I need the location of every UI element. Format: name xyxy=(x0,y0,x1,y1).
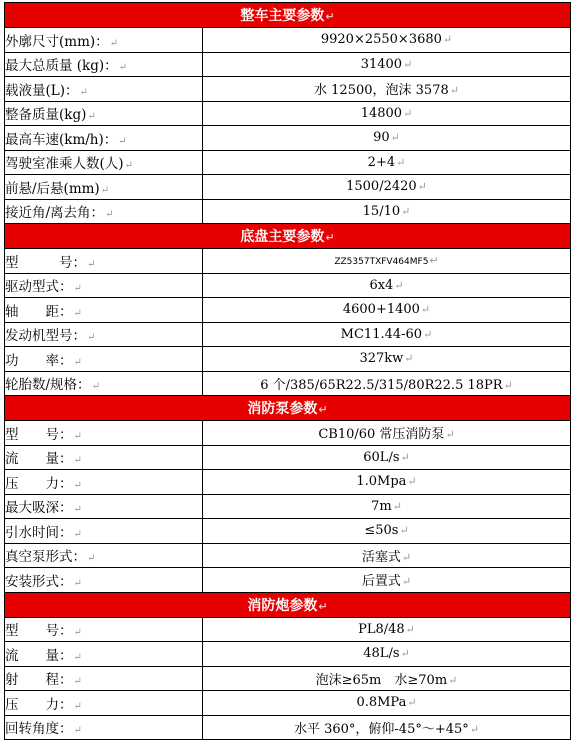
spec-label: 功 率： xyxy=(5,352,73,369)
paragraph-mark: ↵ xyxy=(87,111,96,123)
spec-label: 发动机型号： xyxy=(5,328,86,345)
paragraph-mark: ↵ xyxy=(105,209,114,221)
spec-label-cell xyxy=(5,666,203,691)
section-title xyxy=(5,224,571,249)
spec-value-cell xyxy=(203,519,571,544)
spec-value: 泡沫≥65m 水≥70m xyxy=(315,672,448,688)
spec-value: 后置式 xyxy=(361,574,401,590)
spec-row xyxy=(5,199,571,224)
paragraph-mark: ↵ xyxy=(400,647,410,661)
spec-row xyxy=(5,421,571,446)
spec-value-cell xyxy=(203,371,571,396)
paragraph-mark: ↵ xyxy=(396,155,406,169)
spec-label-cell xyxy=(5,642,203,667)
spec-label: 回转角度： xyxy=(5,721,73,738)
spec-row xyxy=(5,150,571,175)
spec-row xyxy=(5,322,571,347)
paragraph-mark: ↵ xyxy=(394,278,404,292)
spec-label: 流 量： xyxy=(5,647,73,664)
paragraph-mark: ↵ xyxy=(109,37,119,49)
spec-label: 型 号： xyxy=(5,426,73,443)
spec-label-cell xyxy=(5,347,203,372)
spec-value: 活塞式 xyxy=(361,549,401,565)
section-title xyxy=(5,3,571,28)
paragraph-mark: ↵ xyxy=(403,57,413,71)
spec-label: 驾驶室准乘人数(人) xyxy=(5,156,124,173)
spec-label: 整备质量(kg) xyxy=(5,107,87,124)
paragraph-mark: ↵ xyxy=(87,332,96,344)
spec-value: CB10/60 常压消防泵 xyxy=(318,427,445,443)
spec-label-cell xyxy=(5,28,203,53)
spec-label-cell xyxy=(5,322,203,347)
spec-value: 48L/s xyxy=(363,646,400,662)
spec-label: 前悬/后悬(mm) xyxy=(5,180,100,197)
spec-row xyxy=(5,568,571,593)
paragraph-mark: ↵ xyxy=(400,450,410,464)
spec-value-cell xyxy=(203,273,571,298)
paragraph-mark: ↵ xyxy=(73,307,82,319)
spec-label-cell xyxy=(5,150,203,175)
spec-value: 6 个/385/65R22.5/315/80R22.5 18PR xyxy=(260,377,503,393)
spec-row xyxy=(5,52,571,77)
paragraph-mark: ↵ xyxy=(73,651,82,663)
spec-label-cell xyxy=(5,101,203,126)
section-title-text: 消防泵参数 xyxy=(247,401,318,417)
spec-table-body xyxy=(5,3,571,740)
spec-label-cell xyxy=(5,470,203,495)
spec-label-cell xyxy=(5,199,203,224)
section-title xyxy=(5,396,571,421)
paragraph-mark: ↵ xyxy=(73,627,82,639)
spec-value-cell xyxy=(203,642,571,667)
spec-value-cell xyxy=(203,322,571,347)
paragraph-mark: ↵ xyxy=(73,676,82,688)
spec-label-cell xyxy=(5,519,203,544)
paragraph-mark: ↵ xyxy=(407,475,417,489)
spec-row xyxy=(5,666,571,691)
spec-row xyxy=(5,249,571,274)
spec-label-cell xyxy=(5,371,203,396)
spec-label: 最大吸深： xyxy=(5,500,73,517)
spec-label: 射 程： xyxy=(5,672,73,689)
spec-value-cell xyxy=(203,249,571,274)
spec-row xyxy=(5,273,571,298)
paragraph-mark: ↵ xyxy=(401,204,411,218)
spec-value-cell xyxy=(203,568,571,593)
spec-label: 驱动型式： xyxy=(5,279,73,296)
spec-row xyxy=(5,101,571,126)
paragraph-mark: ↵ xyxy=(73,283,82,295)
spec-row xyxy=(5,519,571,544)
spec-label: 最大总质量 (kg)： xyxy=(5,58,118,75)
spec-label: 流 量： xyxy=(5,451,73,468)
spec-label: 型 号： xyxy=(5,254,86,271)
paragraph-mark: ↵ xyxy=(417,180,427,194)
spec-label-cell xyxy=(5,175,203,200)
spec-label: 安装形式： xyxy=(5,573,73,590)
spec-label-cell xyxy=(5,298,203,323)
spec-label-cell xyxy=(5,77,203,102)
spec-label: 压 力： xyxy=(5,696,73,713)
spec-row xyxy=(5,543,571,568)
section-title xyxy=(5,592,571,617)
spec-value-cell xyxy=(203,715,571,740)
paragraph-mark: ↵ xyxy=(73,700,82,712)
paragraph-mark: ↵ xyxy=(442,33,453,47)
paragraph-mark: ↵ xyxy=(403,106,413,120)
spec-value-cell xyxy=(203,77,571,102)
paragraph-mark: ↵ xyxy=(118,62,128,74)
spec-value: 水 12500，泡沫 3578 xyxy=(314,83,449,99)
spec-row xyxy=(5,175,571,200)
spec-value-cell xyxy=(203,52,571,77)
spec-value-cell xyxy=(203,617,571,642)
spec-value-cell xyxy=(203,421,571,446)
spec-value-cell xyxy=(203,199,571,224)
spec-value: PL8/48 xyxy=(358,621,405,637)
paragraph-mark: ↵ xyxy=(118,135,127,147)
spec-row xyxy=(5,445,571,470)
spec-value: 6x4 xyxy=(369,277,394,293)
paragraph-mark: ↵ xyxy=(449,84,459,98)
paragraph-mark: ↵ xyxy=(124,160,133,172)
spec-label: 轮胎数/规格： xyxy=(5,377,91,394)
spec-row xyxy=(5,371,571,396)
spec-value-cell xyxy=(203,691,571,716)
spec-row xyxy=(5,298,571,323)
spec-label: 型 号： xyxy=(5,623,73,640)
paragraph-mark: ↵ xyxy=(318,403,328,416)
paragraph-mark: ↵ xyxy=(390,131,400,145)
paragraph-mark: ↵ xyxy=(503,378,513,392)
spec-label: 压 力： xyxy=(5,475,73,492)
paragraph-mark: ↵ xyxy=(448,673,458,687)
paragraph-mark: ↵ xyxy=(73,504,82,516)
spec-value: 0.8MPa xyxy=(356,695,407,711)
section-header-row xyxy=(5,3,571,28)
spec-label-cell xyxy=(5,715,203,740)
spec-value: 1500/2420 xyxy=(346,179,417,195)
spec-value-cell xyxy=(203,445,571,470)
paragraph-mark: ↵ xyxy=(73,577,82,589)
spec-label-cell xyxy=(5,421,203,446)
spec-value-cell xyxy=(203,298,571,323)
spec-value-cell xyxy=(203,101,571,126)
spec-label: 真空泵形式： xyxy=(5,549,86,566)
spec-value: 1.0Mpa xyxy=(356,474,407,490)
spec-row xyxy=(5,494,571,519)
spec-value: 2+4 xyxy=(367,154,396,170)
spec-label-cell xyxy=(5,126,203,151)
spec-row xyxy=(5,28,571,53)
paragraph-mark: ↵ xyxy=(100,184,110,196)
spec-label-cell xyxy=(5,494,203,519)
paragraph-mark: ↵ xyxy=(73,479,82,491)
spec-label: 轴 距： xyxy=(5,303,73,320)
paragraph-mark: ↵ xyxy=(469,722,480,736)
spec-value-cell xyxy=(203,150,571,175)
paragraph-mark: ↵ xyxy=(405,622,415,636)
paragraph-mark: ↵ xyxy=(73,455,82,467)
paragraph-mark: ↵ xyxy=(87,553,96,565)
spec-row xyxy=(5,617,571,642)
paragraph-mark: ↵ xyxy=(423,327,433,341)
section-header-row xyxy=(5,396,571,421)
paragraph-mark: ↵ xyxy=(420,303,431,317)
spec-value-cell xyxy=(203,494,571,519)
spec-label: 外廓尺寸(mm)： xyxy=(5,33,109,50)
paragraph-mark: ↵ xyxy=(73,356,82,368)
spec-label-cell xyxy=(5,52,203,77)
section-title-text: 底盘主要参数 xyxy=(240,229,325,245)
spec-value: ≤50s xyxy=(364,523,399,539)
spec-table xyxy=(4,2,571,740)
spec-label-cell xyxy=(5,543,203,568)
spec-row xyxy=(5,715,571,740)
spec-row xyxy=(5,77,571,102)
section-header-row xyxy=(5,592,571,617)
paragraph-mark: ↵ xyxy=(404,352,414,366)
spec-value-cell xyxy=(203,175,571,200)
paragraph-mark: ↵ xyxy=(79,86,88,98)
spec-label: 最高车速(km/h)： xyxy=(5,131,118,148)
paragraph-mark: ↵ xyxy=(407,696,417,710)
spec-value: 7m xyxy=(371,498,392,514)
spec-label-cell xyxy=(5,691,203,716)
spec-label-cell xyxy=(5,617,203,642)
paragraph-mark: ↵ xyxy=(73,725,82,737)
section-header-row xyxy=(5,224,571,249)
spec-value: 4600+1400 xyxy=(342,302,420,318)
spec-row xyxy=(5,347,571,372)
spec-value: 9920×2550×3680 xyxy=(320,32,442,48)
spec-value: 14800 xyxy=(360,105,403,121)
spec-label-cell xyxy=(5,445,203,470)
spec-label-cell xyxy=(5,273,203,298)
paragraph-mark: ↵ xyxy=(325,231,335,244)
spec-label: 接近角/离去角： xyxy=(5,205,105,222)
spec-label-cell xyxy=(5,249,203,274)
section-title-text: 整车主要参数 xyxy=(240,8,325,24)
section-title-text: 消防炮参数 xyxy=(247,597,318,614)
spec-label: 引水时间： xyxy=(5,524,73,541)
spec-value: ZZ5357TXFV464MF5 xyxy=(334,257,429,268)
spec-value: 60L/s xyxy=(363,449,400,465)
paragraph-mark: ↵ xyxy=(87,258,96,270)
paragraph-mark: ↵ xyxy=(73,528,82,540)
paragraph-mark: ↵ xyxy=(445,428,455,442)
spec-value: 31400 xyxy=(360,56,403,72)
paragraph-mark: ↵ xyxy=(392,499,402,513)
spec-value: MC11.44-60 xyxy=(340,326,423,342)
spec-row xyxy=(5,126,571,151)
spec-row xyxy=(5,691,571,716)
spec-label: 载液量(L)： xyxy=(5,82,79,99)
spec-value-cell xyxy=(203,126,571,151)
spec-value-cell xyxy=(203,347,571,372)
spec-value: 327kw xyxy=(359,351,404,367)
spec-value-cell xyxy=(203,28,571,53)
spec-value: 15/10 xyxy=(362,203,401,219)
paragraph-mark: ↵ xyxy=(429,254,439,268)
paragraph-mark: ↵ xyxy=(401,550,412,564)
spec-value: 90 xyxy=(373,130,390,146)
paragraph-mark: ↵ xyxy=(399,524,409,538)
paragraph-mark: ↵ xyxy=(73,430,82,442)
spec-label-cell xyxy=(5,568,203,593)
spec-row xyxy=(5,470,571,495)
spec-row xyxy=(5,642,571,667)
spec-value-cell xyxy=(203,543,571,568)
spec-value-cell xyxy=(203,470,571,495)
spec-value: 水平 360°，俯仰-45°～+45° xyxy=(293,721,469,737)
spec-value-cell xyxy=(203,666,571,691)
paragraph-mark: ↵ xyxy=(401,575,412,589)
paragraph-mark: ↵ xyxy=(325,10,335,23)
paragraph-mark: ↵ xyxy=(91,381,100,393)
paragraph-mark: ↵ xyxy=(318,599,328,613)
